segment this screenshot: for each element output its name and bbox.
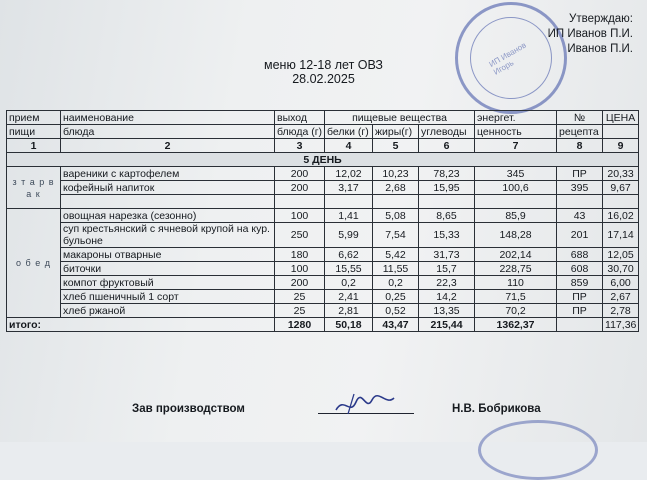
- total-price: 117,36: [603, 318, 639, 332]
- dish-output: [275, 195, 325, 209]
- column-number: 4: [325, 139, 373, 153]
- dish-price: 9,67: [603, 181, 639, 195]
- dish-protein: 3,17: [325, 181, 373, 195]
- table-row: [7, 304, 639, 318]
- total-recipe: [557, 318, 603, 332]
- dish-recipe: 395: [557, 181, 603, 195]
- header-cell: пищевые вещества: [325, 111, 475, 125]
- dish-carbs: 14,2: [419, 290, 475, 304]
- dish-name: биточки: [61, 262, 275, 276]
- footer-name: Н.В. Бобрикова: [452, 403, 541, 415]
- dish-output: 100: [275, 262, 325, 276]
- total-energy: 1362,37: [475, 318, 557, 332]
- dish-protein: 12,02: [325, 167, 373, 181]
- table-row: [7, 209, 639, 223]
- header-cell: жиры(г): [373, 125, 419, 139]
- table-row: [7, 276, 639, 290]
- dish-protein: 15,55: [325, 262, 373, 276]
- header-cell: №: [557, 111, 603, 125]
- dish-price: 17,14: [603, 223, 639, 248]
- total-fat: 43,47: [373, 318, 419, 332]
- dish-fat: 10,23: [373, 167, 419, 181]
- day-row: [7, 153, 639, 167]
- dish-name: [61, 195, 275, 209]
- dish-recipe: 688: [557, 248, 603, 262]
- dish-output: 100: [275, 209, 325, 223]
- menu-table: [6, 110, 639, 332]
- dish-carbs: 31,73: [419, 248, 475, 262]
- column-number: 5: [373, 139, 419, 153]
- header-cell: пищи: [7, 125, 61, 139]
- table-row: [7, 181, 639, 195]
- dish-carbs: 78,23: [419, 167, 475, 181]
- dish-name: вареники с картофелем: [61, 167, 275, 181]
- bottom-stamp: [478, 420, 598, 480]
- header-cell: выход: [275, 111, 325, 125]
- dish-carbs: 22,3: [419, 276, 475, 290]
- total-protein: 50,18: [325, 318, 373, 332]
- dish-recipe: 43: [557, 209, 603, 223]
- dish-fat: 0,52: [373, 304, 419, 318]
- dish-protein: 1,41: [325, 209, 373, 223]
- table-row: [7, 262, 639, 276]
- table-row: [7, 195, 639, 209]
- dish-energy: 100,6: [475, 181, 557, 195]
- header-row-1: [7, 111, 639, 125]
- dish-recipe: 608: [557, 262, 603, 276]
- total-output: 1280: [275, 318, 325, 332]
- dish-carbs: [419, 195, 475, 209]
- dish-fat: 0,25: [373, 290, 419, 304]
- header-cell: прием: [7, 111, 61, 125]
- dish-energy: 202,14: [475, 248, 557, 262]
- total-carbs: 215,44: [419, 318, 475, 332]
- dish-output: 25: [275, 304, 325, 318]
- dish-output: 250: [275, 223, 325, 248]
- dish-price: 16,02: [603, 209, 639, 223]
- dish-recipe: ПР: [557, 304, 603, 318]
- dish-name: хлеб ржаной: [61, 304, 275, 318]
- dish-output: 180: [275, 248, 325, 262]
- dish-recipe: [557, 195, 603, 209]
- dish-output: 25: [275, 290, 325, 304]
- menu-title: меню 12-18 лет ОВЗ: [264, 58, 383, 72]
- dish-energy: 85,9: [475, 209, 557, 223]
- signature-mark: [330, 392, 400, 418]
- dish-price: 12,05: [603, 248, 639, 262]
- column-number-row: [7, 139, 639, 153]
- column-number: 1: [7, 139, 61, 153]
- approval-heading: Утверждаю:: [569, 13, 633, 25]
- dish-fat: 7,54: [373, 223, 419, 248]
- dish-fat: 11,55: [373, 262, 419, 276]
- header-cell: [603, 125, 639, 139]
- dish-energy: 148,28: [475, 223, 557, 248]
- dish-protein: 6,62: [325, 248, 373, 262]
- dish-carbs: 15,7: [419, 262, 475, 276]
- header-cell: блюда: [61, 125, 275, 139]
- dish-name: макароны отварные: [61, 248, 275, 262]
- total-row: [7, 318, 639, 332]
- dish-protein: [325, 195, 373, 209]
- header-cell: белки (г): [325, 125, 373, 139]
- dish-energy: 70,2: [475, 304, 557, 318]
- dish-carbs: 15,95: [419, 181, 475, 195]
- dish-recipe: ПР: [557, 290, 603, 304]
- total-label: итого:: [7, 318, 275, 332]
- dish-energy: [475, 195, 557, 209]
- dish-price: [603, 195, 639, 209]
- dish-price: 2,67: [603, 290, 639, 304]
- day-label: 5 ДЕНЬ: [7, 153, 639, 167]
- dish-output: 200: [275, 276, 325, 290]
- dish-carbs: 8,65: [419, 209, 475, 223]
- header-cell: блюда (г): [275, 125, 325, 139]
- approval-block: [548, 12, 633, 57]
- dish-fat: [373, 195, 419, 209]
- dish-protein: 5,99: [325, 223, 373, 248]
- dish-carbs: 13,35: [419, 304, 475, 318]
- dish-recipe: ПР: [557, 167, 603, 181]
- dish-name: овощная нарезка (сезонно): [61, 209, 275, 223]
- header-cell: рецепта: [557, 125, 603, 139]
- dish-name: хлеб пшеничный 1 сорт: [61, 290, 275, 304]
- column-number: 9: [603, 139, 639, 153]
- header-cell: ЦЕНА: [603, 111, 639, 125]
- column-number: 7: [475, 139, 557, 153]
- dish-output: 200: [275, 167, 325, 181]
- dish-price: 2,78: [603, 304, 639, 318]
- header-cell: ценность: [475, 125, 557, 139]
- dish-energy: 345: [475, 167, 557, 181]
- dish-energy: 110: [475, 276, 557, 290]
- dish-name: компот фруктовый: [61, 276, 275, 290]
- dish-name: суп крестьянский с ячневой крупой на кур. бульоне: [61, 223, 275, 248]
- table-row: [7, 167, 639, 181]
- dish-energy: 228,75: [475, 262, 557, 276]
- table-row: [7, 223, 639, 248]
- header-cell: энергет.: [475, 111, 557, 125]
- column-number: 3: [275, 139, 325, 153]
- header-cell: наименование: [61, 111, 275, 125]
- dish-protein: 0,2: [325, 276, 373, 290]
- header-cell: углеводы: [419, 125, 475, 139]
- dish-fat: 5,08: [373, 209, 419, 223]
- dish-recipe: 201: [557, 223, 603, 248]
- stamp-text: ИП Иванов Игорь: [487, 40, 528, 77]
- column-number: 2: [61, 139, 275, 153]
- lunch-label: о б е д: [7, 209, 61, 318]
- dish-price: 6,00: [603, 276, 639, 290]
- table-row: [7, 290, 639, 304]
- dish-fat: 0,2: [373, 276, 419, 290]
- approval-person: Иванов П.И.: [567, 43, 633, 55]
- dish-carbs: 15,33: [419, 223, 475, 248]
- dish-price: 20,33: [603, 167, 639, 181]
- column-number: 6: [419, 139, 475, 153]
- dish-fat: 2,68: [373, 181, 419, 195]
- column-number: 8: [557, 139, 603, 153]
- dish-recipe: 859: [557, 276, 603, 290]
- dish-fat: 5,42: [373, 248, 419, 262]
- dish-protein: 2,41: [325, 290, 373, 304]
- dish-output: 200: [275, 181, 325, 195]
- menu-date: 28.02.2025: [292, 72, 355, 86]
- header-row-2: [7, 125, 639, 139]
- menu-rows: [7, 167, 639, 318]
- dish-price: 30,70: [603, 262, 639, 276]
- dish-protein: 2,81: [325, 304, 373, 318]
- table-row: [7, 248, 639, 262]
- footer-position: Зав производством: [132, 403, 245, 415]
- approval-org: ИП Иванов П.И.: [547, 28, 633, 40]
- dish-energy: 71,5: [475, 290, 557, 304]
- dish-name: кофейный напиток: [61, 181, 275, 195]
- breakfast-label: з т а р в а к: [7, 167, 61, 209]
